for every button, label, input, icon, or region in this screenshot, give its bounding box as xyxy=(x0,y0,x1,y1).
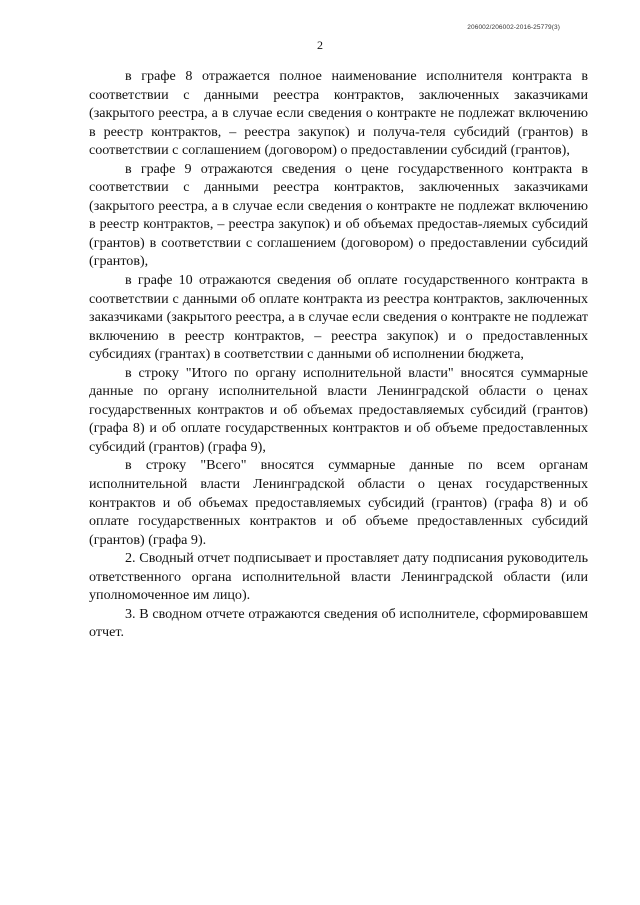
paragraph-item-3: 3. В сводном отчете отражаются сведения об исполнителе, сформировавшем отчет. xyxy=(89,605,588,641)
paragraph-row-vsego: в строку "Всего" вносятся суммарные данные по всем органам исполнительной власти Ленинградской области о ценах государственных контрактов и об объемах предоставляемых субсидий (грантов) (графа 8) и об оплате государственных контрактов и об объеме предоставленных субсидий (грантов) (графа 9). xyxy=(89,457,588,548)
paragraph-item-2: 2. Сводный отчет подписывает и проставляет дату подписания руководитель ответственного органа исполнительной власти Ленинградской области (или уполномоченное им лицо). xyxy=(89,550,588,604)
document-body xyxy=(89,67,588,642)
paragraph-graph-10: в графе 10 отражаются сведения об оплате государственного контракта в соответствии с данными об оплате контракта из реестра контрактов, заключенных заказчиками (закрытого реестра, а в случае если сведения о контракте не подлежат включению в реестр контрактов, – реестра закупок) и о предоставленных субсидиях (грантах) в соответствии с данными об исполнении бюджета, xyxy=(89,272,588,363)
page-number: 2 xyxy=(317,38,323,52)
document-id: 206002/206002-2016-25779(3) xyxy=(467,24,560,31)
paragraph-graph-8: в графе 8 отражается полное наименование исполнителя контракта в соответствии с данными реестра контрактов, заключенных заказчиками (закрытого реестра, а в случае если сведения о контракте не подлежат включению в реестр контрактов, – реестра закупок) и получа-теля субсидий (грантов) в соответствии с соглашением (договором) о предоставлении субсидий (грантов), xyxy=(89,68,588,159)
paragraph-row-itogo: в строку "Итого по органу исполнительной власти" вносятся суммарные данные по органу исполнительной власти Ленинградской области о ценах государственных контрактов и об объемах предоставляемых субсидий (грантов) (графа 8) и об оплате государственных контрактов и об объеме предоставленных субсидий (грантов) (графа 9), xyxy=(89,364,588,455)
paragraph-graph-9: в графе 9 отражаются сведения о цене государственного контракта в соответствии с данными реестра контрактов, заключенных заказчиками (закрытого реестра, а в случае если сведения о контракте не подлежат включению в реестр контрактов, – реестра закупок) и об объемах предостав-ляемых субсидий (грантов) в соответствии с соглашением (договором) о предоставлении субсидий (грантов), xyxy=(89,160,588,270)
